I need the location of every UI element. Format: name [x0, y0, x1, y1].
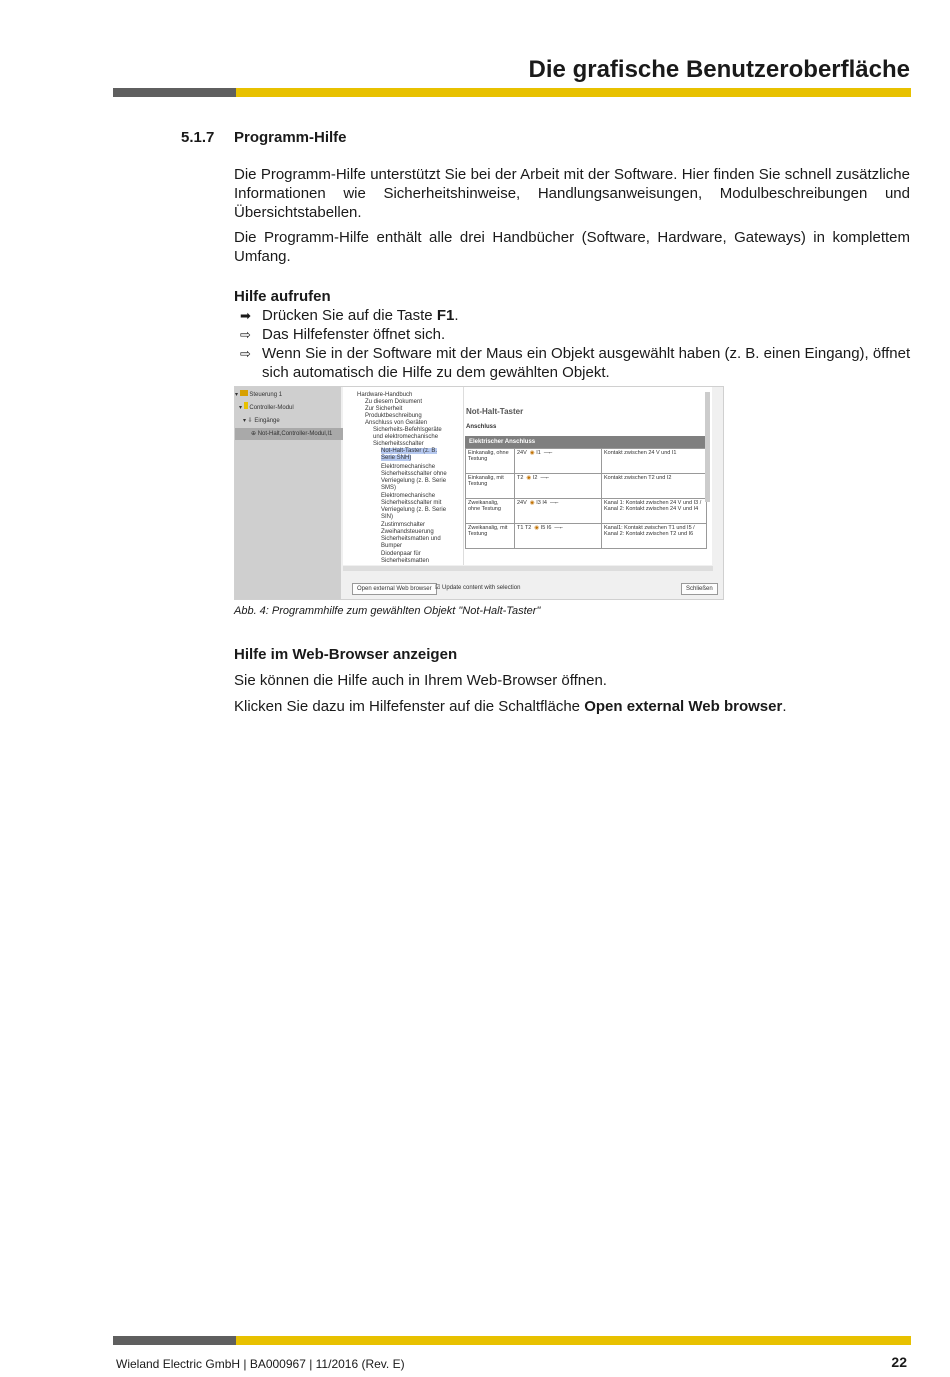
help-content-pane	[464, 387, 712, 565]
toc-item: Elektromechanische	[381, 464, 436, 470]
toc-item: Bumper	[381, 543, 403, 549]
update-content-checkbox[interactable]: ☑ Update content with selection	[435, 585, 521, 591]
table-row: Einkanalig, mit Testung T2 ◉ I2 ―⌐ Kontakt zwischen T2 und I2	[466, 474, 707, 499]
vertical-scrollbar[interactable]	[705, 392, 710, 502]
section-number: 5.1.7	[181, 129, 215, 146]
tree-item-inputs: ▾ ⇩ Eingänge	[243, 418, 280, 424]
footer-bar-grey	[113, 1336, 236, 1345]
browser-paragraph-1: Sie können die Hilfe auch in Ihrem Web-Browser öffnen.	[234, 672, 607, 689]
result-item-2: ⇨ Wenn Sie in der Software mit der Maus ein Objekt ausgewählt haben (z. B. einen Eingang), öffnet sich automatisch die Hilfe zu dem gewählten Objekt.	[240, 345, 911, 381]
toc-item: Sicherheitsschalter ohne	[381, 471, 447, 477]
close-button[interactable]: Schließen	[681, 583, 718, 595]
table-row: Zweikanalig, ohne Testung 24V ◉ I3 I4 ―⌐ Kanal 1: Kontakt zwischen 24 V und I3 / Kanal 2: Kontakt zwischen 24 V und I4	[466, 499, 707, 524]
table-row: Zweikanalig, mit Testung T1 T2 ◉ I5 I6 ―⌐ Kanal1: Kontakt zwischen T1 und I5 / Kanal 2: Kontakt zwischen T2 und I6	[466, 524, 707, 549]
toc-item: Hardware-Handbuch	[357, 392, 413, 398]
toc-item: Anschluss von Geräten	[365, 420, 428, 426]
page-number: 22	[891, 1354, 907, 1370]
toc-item: Zu diesem Dokument	[365, 399, 423, 405]
tree-item-controller-module: ▾ Controller-Modul	[235, 402, 345, 414]
content-title: Not-Halt-Taster	[466, 407, 524, 416]
toc-item: Elektromechanische	[381, 493, 436, 499]
browser-paragraph-2: Klicken Sie dazu im Hilfefenster auf die Schaltfläche Open external Web browser.	[234, 698, 787, 715]
toc-item: Sicherheits-Befehlsgeräte	[373, 427, 442, 433]
content-table-header: Elektrischer Anschluss	[465, 436, 707, 448]
toc-item: Sicherheitsmatten	[381, 558, 430, 564]
section-title: Programm-Hilfe	[234, 129, 347, 146]
figure-caption: Abb. 4: Programmhilfe zum gewählten Objekt "Not-Halt-Taster"	[234, 605, 541, 617]
project-tree-pane	[235, 387, 341, 600]
table-row: Einkanalig, ohne Testung 24V ◉ I1 ―⌐ Kontakt zwischen 24 V und I1	[466, 449, 707, 474]
toc-item-selected: Not-Halt-Taster (z. B.	[381, 448, 438, 454]
key-f1: F1	[436, 307, 455, 324]
toc-item: Sicherheitsschalter	[373, 441, 424, 447]
tree-item-control: ▾ Steuerung 1	[235, 392, 283, 398]
tree-item-estop: ⊕ Not-Halt,Controller-Modul,I1	[235, 428, 357, 440]
help-toc-pane	[343, 387, 464, 565]
section-paragraph-2: Die Programm-Hilfe enthält alle drei Handbücher (Software, Hardware, Gateways) in komplettem Umfang.	[234, 229, 910, 265]
header-bar-grey	[113, 88, 236, 97]
toc-item: SMS)	[381, 485, 396, 491]
toc-item: Verriegelung (z. B. Serie	[381, 478, 447, 484]
result-item-1: ⇨ Das Hilfefenster öffnet sich.	[240, 326, 446, 343]
help-window-screenshot	[234, 386, 724, 600]
footer-bar-yellow	[236, 1336, 911, 1345]
content-subtitle: Anschluss	[466, 424, 497, 430]
outline-arrow-icon: ⇨	[240, 346, 251, 361]
page-header-title: Die grafische Benutzeroberfläche	[528, 56, 910, 83]
connection-table	[465, 448, 707, 549]
outline-arrow-icon: ⇨	[240, 327, 251, 342]
toc-item: Sicherheitsschalter mit	[381, 500, 442, 506]
toc-item: und elektromechanische	[373, 434, 439, 440]
footer-text: Wieland Electric GmbH | BA000967 | 11/2016 (Rev. E)	[116, 1357, 405, 1371]
section-paragraph-1: Die Programm-Hilfe unterstützt Sie bei der Arbeit mit der Software. Hier finden Sie schnell zusätzliche Informationen wie Sicherheitshinweise, Handlungsanweisungen, Modulbeschreibungen und Übersichtstabellen.	[234, 166, 910, 221]
step-item: ➡ Drücken Sie auf die Taste F1.	[240, 307, 459, 324]
toc-item: Zustimmschalter	[381, 522, 426, 528]
toc-item: Diodenpaar für	[381, 551, 421, 557]
browser-heading: Hilfe im Web-Browser anzeigen	[234, 646, 458, 663]
button-reference: Open external Web browser	[584, 698, 783, 715]
filled-arrow-icon: ➡	[240, 308, 251, 323]
toc-item: Verriegelung (z. B. Serie	[381, 507, 447, 513]
toc-item: SIN)	[381, 514, 393, 520]
horizontal-scrollbar[interactable]	[343, 566, 713, 571]
toc-item: Sicherheitsmatten und	[381, 536, 441, 542]
call-help-heading: Hilfe aufrufen	[234, 288, 331, 305]
toc-item-selected: Serie SNH)	[381, 455, 412, 461]
toc-item: Zweihandsteuerung	[381, 529, 434, 535]
open-external-browser-button[interactable]: Open external Web browser	[352, 583, 437, 595]
toc-item: Zur Sicherheit	[365, 406, 403, 412]
toc-item: Produktbeschreibung	[365, 413, 422, 419]
header-bar-yellow	[236, 88, 911, 97]
